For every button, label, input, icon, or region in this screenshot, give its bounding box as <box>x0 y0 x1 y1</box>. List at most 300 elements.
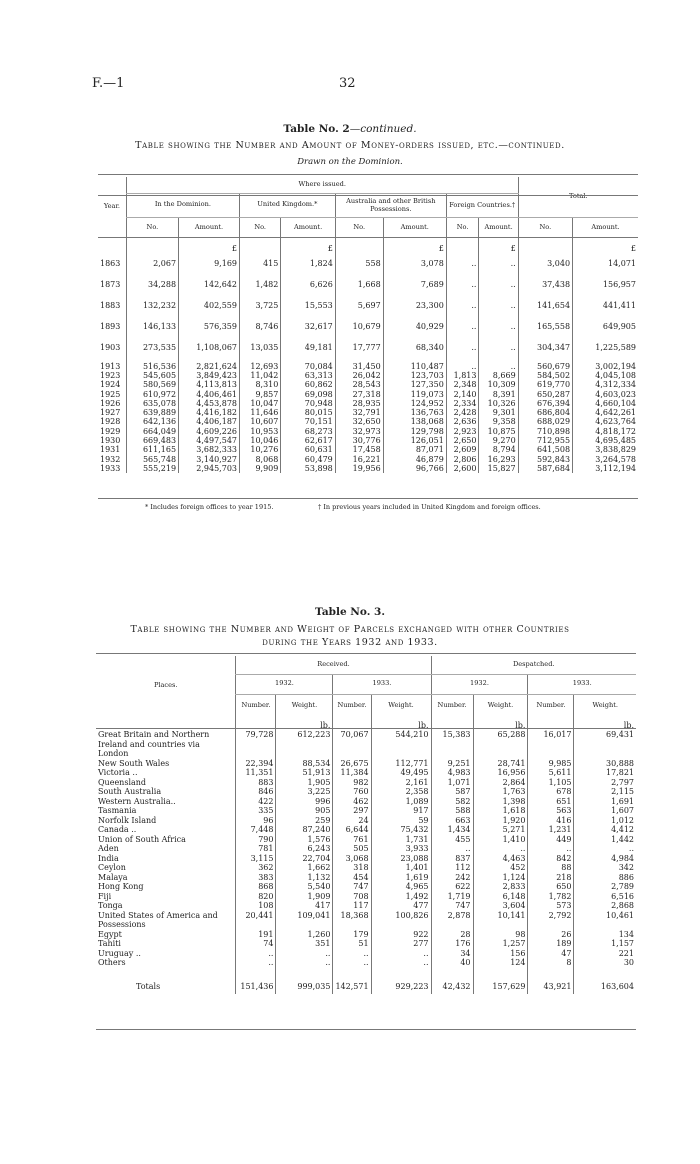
value-cell: 1,576 <box>276 835 333 845</box>
value-cell: 80,015 <box>281 408 335 417</box>
value-cell: 2,428 <box>446 408 479 417</box>
value-cell: 415 <box>240 253 281 274</box>
place-cell: Uruguay .. <box>98 948 141 958</box>
value-cell: 883 <box>236 778 276 788</box>
value-cell: 23,088 <box>371 854 431 864</box>
value-cell: 587,684 <box>518 464 572 473</box>
value-cell: 1,905 <box>276 778 333 788</box>
value-cell: 4,406,187 <box>179 417 240 426</box>
value-cell: 5,540 <box>276 882 333 892</box>
value-cell: 842 <box>528 854 574 864</box>
table-row <box>98 358 638 371</box>
value-cell: 886 <box>574 873 636 883</box>
value-cell: 10,607 <box>240 417 281 426</box>
value-cell: 4,453,878 <box>179 399 240 408</box>
year-cell: 1863 <box>100 258 121 268</box>
sub-header: Weight. <box>371 694 431 716</box>
value-cell: 37,438 <box>518 274 572 295</box>
value-cell: 619,770 <box>518 380 572 389</box>
table-row <box>96 825 636 835</box>
value-cell: 3,604 <box>473 901 528 911</box>
table2 <box>98 177 638 473</box>
value-cell: .. <box>574 844 636 854</box>
value-cell: 126,051 <box>383 436 446 445</box>
currency-cell <box>240 237 281 253</box>
value-cell: 2,792 <box>528 911 574 921</box>
value-cell: 30,776 <box>335 436 383 445</box>
value-cell: .. <box>446 337 479 358</box>
value-cell: 11,646 <box>240 408 281 417</box>
value-cell: 1,909 <box>276 892 333 902</box>
value-cell: 4,045,108 <box>573 371 638 380</box>
value-cell: 4,416,182 <box>179 408 240 417</box>
value-cell: 761 <box>333 835 371 845</box>
currency-cell <box>518 237 572 253</box>
place-cell: Egypt <box>98 929 122 939</box>
table-row <box>96 873 636 883</box>
value-cell: 112,771 <box>371 759 431 769</box>
sub-header: Weight. <box>574 694 636 716</box>
value-cell: 123,703 <box>383 371 446 380</box>
value-cell: 3,682,333 <box>179 445 240 454</box>
value-cell: 635,078 <box>126 399 178 408</box>
value-cell: .. <box>276 949 333 959</box>
value-cell: 68,273 <box>281 427 335 436</box>
table-row <box>96 806 636 816</box>
value-cell: 179 <box>333 930 371 940</box>
value-cell: 20,441 <box>236 911 276 921</box>
value-cell: 30,888 <box>574 759 636 769</box>
table2-subtitle: Table showing the Number and Amount of Money-orders issued, etc.—continued. <box>135 140 565 151</box>
value-cell: 1,492 <box>371 892 431 902</box>
value-cell: 53,898 <box>281 464 335 473</box>
total-cell: 43,921 <box>528 980 574 994</box>
value-cell: 1,231 <box>528 825 574 835</box>
value-cell: 10,679 <box>335 316 383 337</box>
value-cell: 820 <box>236 892 276 902</box>
value-cell: .. <box>479 337 518 358</box>
year-cell: 1903 <box>100 342 121 352</box>
value-cell: 109,041 <box>276 911 333 921</box>
table3-subtitle-2: during the Years 1932 and 1933. <box>262 637 438 648</box>
value-cell: 588 <box>431 806 473 816</box>
page-number: 32 <box>339 76 356 91</box>
table-row <box>96 854 636 864</box>
table-row <box>96 844 636 854</box>
currency-cell: £ <box>179 237 240 253</box>
table-row <box>98 417 638 426</box>
value-cell: 68,340 <box>383 337 446 358</box>
value-cell: 60,631 <box>281 445 335 454</box>
unit-cell: lb. <box>276 716 333 730</box>
value-cell: 304,347 <box>518 337 572 358</box>
place-cell: United States of America and <box>98 910 218 920</box>
value-cell: 676,394 <box>518 399 572 408</box>
value-cell: 191 <box>236 930 276 940</box>
year-1933-received: 1933. <box>333 674 431 694</box>
value-cell: 402,559 <box>179 295 240 316</box>
value-cell <box>236 920 276 930</box>
value-cell: .. <box>446 295 479 316</box>
value-cell: 4,983 <box>431 768 473 778</box>
value-cell: 63,313 <box>281 371 335 380</box>
value-cell: 3,112,194 <box>573 464 638 473</box>
sub-header: Weight. <box>473 694 528 716</box>
value-cell: 11,351 <box>236 768 276 778</box>
value-cell: 996 <box>276 797 333 807</box>
table-row <box>98 427 638 436</box>
sub-header: No. <box>518 217 572 237</box>
place-cell: South Australia <box>98 787 162 797</box>
value-cell: 124,952 <box>383 399 446 408</box>
value-cell: 612,223 <box>276 730 333 740</box>
value-cell: 129,798 <box>383 427 446 436</box>
value-cell: 2,161 <box>371 778 431 788</box>
spacer-row <box>96 968 636 980</box>
value-cell: 462 <box>333 797 371 807</box>
value-cell: 12,693 <box>240 358 281 371</box>
table-row <box>96 882 636 892</box>
value-cell: 639,889 <box>126 408 178 417</box>
value-cell: 62,617 <box>281 436 335 445</box>
value-cell: 10,461 <box>574 911 636 921</box>
value-cell: 49,181 <box>281 337 335 358</box>
currency-cell <box>335 237 383 253</box>
place-cell: Ireland and countries via <box>98 739 200 749</box>
value-cell: 1,607 <box>574 806 636 816</box>
col-group-uk: United Kingdom.* <box>240 193 336 217</box>
value-cell: .. <box>479 274 518 295</box>
value-cell: 165,558 <box>518 316 572 337</box>
value-cell: 9,169 <box>179 253 240 274</box>
sub-header: Amount. <box>281 217 335 237</box>
value-cell: 1,260 <box>276 930 333 940</box>
value-cell: 134 <box>574 930 636 940</box>
value-cell: 60,479 <box>281 455 335 464</box>
value-cell: 611,165 <box>126 445 178 454</box>
place-cell: India <box>98 853 119 863</box>
despatched-header: Despatched. <box>431 656 636 674</box>
value-cell: 563 <box>528 806 574 816</box>
value-cell: 47 <box>528 949 574 959</box>
sub-header: Amount. <box>383 217 446 237</box>
value-cell: 6,243 <box>276 844 333 854</box>
value-cell: 1,124 <box>473 873 528 883</box>
value-cell: 1,089 <box>371 797 431 807</box>
value-cell: .. <box>446 253 479 274</box>
value-cell: 3,838,829 <box>573 445 638 454</box>
value-cell: 8,746 <box>240 316 281 337</box>
value-cell: 112 <box>431 863 473 873</box>
table2-footnote-2: † In previous years included in United Kingdom and foreign offices. <box>318 503 541 511</box>
value-cell: .. <box>333 949 371 959</box>
value-cell: 416 <box>528 816 574 826</box>
value-cell <box>431 920 473 930</box>
table-row <box>98 253 638 274</box>
year-cell: 1893 <box>100 321 121 331</box>
table-row <box>96 920 636 930</box>
place-cell: Norfolk Island <box>98 815 157 825</box>
value-cell: 2,864 <box>473 778 528 788</box>
year-1932-despatched: 1932. <box>431 674 528 694</box>
value-cell: 4,984 <box>574 854 636 864</box>
year-cell: 1923 <box>100 371 121 380</box>
value-cell: 7,689 <box>383 274 446 295</box>
value-cell: 15,383 <box>431 730 473 740</box>
value-cell: 1,442 <box>574 835 636 845</box>
value-cell: 622 <box>431 882 473 892</box>
value-cell: .. <box>479 316 518 337</box>
value-cell: 3,140,927 <box>179 455 240 464</box>
value-cell: 335 <box>236 806 276 816</box>
year-cell: 1883 <box>100 300 121 310</box>
value-cell: 1,257 <box>473 939 528 949</box>
value-cell: 24 <box>333 816 371 826</box>
value-cell: 558 <box>335 253 383 274</box>
table-row <box>98 455 638 464</box>
value-cell: 846 <box>236 787 276 797</box>
value-cell: 100,826 <box>371 911 431 921</box>
value-cell: 70,948 <box>281 399 335 408</box>
value-cell: 10,141 <box>473 911 528 921</box>
unit-cell: lb. <box>473 716 528 730</box>
value-cell: 3,849,423 <box>179 371 240 380</box>
year-header: Year. <box>103 202 120 211</box>
value-cell: 9,251 <box>431 759 473 769</box>
sub-header: Weight. <box>276 694 333 716</box>
value-cell: 1,824 <box>281 253 335 274</box>
value-cell: 9,909 <box>240 464 281 473</box>
value-cell: 1,662 <box>276 863 333 873</box>
table2-drawn-on: Drawn on the Dominion. <box>297 157 403 167</box>
value-cell: 277 <box>371 939 431 949</box>
value-cell: 2,806 <box>446 455 479 464</box>
received-header: Received. <box>236 656 431 674</box>
value-cell: 142,642 <box>179 274 240 295</box>
value-cell: 9,270 <box>479 436 518 445</box>
value-cell: 417 <box>276 901 333 911</box>
value-cell <box>473 920 528 930</box>
year-1933-despatched: 1933. <box>528 674 636 694</box>
place-cell: Tahiti <box>98 939 121 949</box>
value-cell: 2,821,624 <box>179 358 240 371</box>
value-cell <box>574 740 636 750</box>
value-cell: 452 <box>473 863 528 873</box>
table-row <box>96 730 636 740</box>
year-cell: 1931 <box>100 445 121 455</box>
value-cell <box>574 749 636 759</box>
table-row <box>98 390 638 399</box>
year-cell: 1932 <box>100 454 121 464</box>
value-cell: 8,068 <box>240 455 281 464</box>
value-cell: 15,827 <box>479 464 518 473</box>
value-cell: 87,240 <box>276 825 333 835</box>
value-cell: 4,818,172 <box>573 427 638 436</box>
value-cell: 4,312,334 <box>573 380 638 389</box>
value-cell: 124 <box>473 958 528 968</box>
value-cell <box>473 749 528 759</box>
value-cell: 1,719 <box>431 892 473 902</box>
value-cell: 69,098 <box>281 390 335 399</box>
value-cell: 3,264,578 <box>573 455 638 464</box>
value-cell: 34,288 <box>126 274 178 295</box>
value-cell: 96,766 <box>383 464 446 473</box>
value-cell: 96 <box>236 816 276 826</box>
value-cell: 868 <box>236 882 276 892</box>
value-cell: 16,956 <box>473 768 528 778</box>
table-row <box>98 274 638 295</box>
value-cell: 342 <box>574 863 636 873</box>
value-cell: 74 <box>236 939 276 949</box>
table-row <box>96 740 636 750</box>
value-cell: 70,084 <box>281 358 335 371</box>
place-cell: London <box>98 749 129 759</box>
value-cell: 454 <box>333 873 371 883</box>
table-row <box>96 949 636 959</box>
value-cell: 176 <box>431 939 473 949</box>
value-cell: 505 <box>333 844 371 854</box>
value-cell: 3,002,194 <box>573 358 638 371</box>
value-cell: .. <box>333 958 371 968</box>
value-cell: 3,115 <box>236 854 276 864</box>
currency-cell <box>446 237 479 253</box>
value-cell: 10,046 <box>240 436 281 445</box>
value-cell: 65,288 <box>473 730 528 740</box>
value-cell: 422 <box>236 797 276 807</box>
year-cell: 1929 <box>100 426 121 436</box>
value-cell: 11,384 <box>333 768 371 778</box>
value-cell: 688,029 <box>518 417 572 426</box>
value-cell: 79,728 <box>236 730 276 740</box>
value-cell: 383 <box>236 873 276 883</box>
value-cell: 9,985 <box>528 759 574 769</box>
value-cell <box>371 920 431 930</box>
value-cell: 669,483 <box>126 436 178 445</box>
value-cell: 2,636 <box>446 417 479 426</box>
value-cell: 10,309 <box>479 380 518 389</box>
value-cell: 790 <box>236 835 276 845</box>
value-cell: 18,368 <box>333 911 371 921</box>
value-cell: 781 <box>236 844 276 854</box>
value-cell: 17,777 <box>335 337 383 358</box>
value-cell <box>276 740 333 750</box>
value-cell: 2,797 <box>574 778 636 788</box>
value-cell: 516,536 <box>126 358 178 371</box>
value-cell: .. <box>479 358 518 371</box>
value-cell: 1,157 <box>574 939 636 949</box>
value-cell: 664,049 <box>126 427 178 436</box>
value-cell <box>333 749 371 759</box>
value-cell: 2,115 <box>574 787 636 797</box>
value-cell: .. <box>276 958 333 968</box>
value-cell: 2,348 <box>446 380 479 389</box>
value-cell: 6,626 <box>281 274 335 295</box>
currency-cell: £ <box>479 237 518 253</box>
year-cell: 1924 <box>100 380 121 390</box>
value-cell: 4,642,261 <box>573 408 638 417</box>
total-cell: 151,436 <box>236 980 276 994</box>
table-row <box>96 958 636 968</box>
place-cell: Hong Kong <box>98 882 144 892</box>
value-cell: 16,017 <box>528 730 574 740</box>
value-cell: 46,879 <box>383 455 446 464</box>
table-row <box>98 408 638 417</box>
value-cell: 922 <box>371 930 431 940</box>
value-cell: 982 <box>333 778 371 788</box>
table-row <box>98 295 638 316</box>
year-cell: 1927 <box>100 408 121 418</box>
value-cell: 98 <box>473 930 528 940</box>
value-cell: 3,078 <box>383 253 446 274</box>
value-cell: 297 <box>333 806 371 816</box>
value-cell: 1,813 <box>446 371 479 380</box>
value-cell: .. <box>371 949 431 959</box>
currency-cell: £ <box>281 237 335 253</box>
value-cell: 119,073 <box>383 390 446 399</box>
table-row <box>98 316 638 337</box>
value-cell: 51 <box>333 939 371 949</box>
col-group-dominion: In the Dominion. <box>126 193 239 217</box>
value-cell: 6,148 <box>473 892 528 902</box>
sub-header: Number. <box>431 694 473 716</box>
table-row <box>96 930 636 940</box>
value-cell: 747 <box>333 882 371 892</box>
value-cell: 4,660,104 <box>573 399 638 408</box>
table-row <box>98 436 638 445</box>
value-cell: 5,697 <box>335 295 383 316</box>
value-cell: 136,763 <box>383 408 446 417</box>
table-row <box>96 835 636 845</box>
value-cell: 110,487 <box>383 358 446 371</box>
value-cell: 650 <box>528 882 574 892</box>
table-row <box>98 464 638 473</box>
total-cell: 163,604 <box>574 980 636 994</box>
value-cell: 70,067 <box>333 730 371 740</box>
value-cell: 1,434 <box>431 825 473 835</box>
value-cell: 146,133 <box>126 316 178 337</box>
value-cell: 7,448 <box>236 825 276 835</box>
value-cell: 747 <box>431 901 473 911</box>
table-row <box>96 901 636 911</box>
value-cell: 26,675 <box>333 759 371 769</box>
year-cell: 1873 <box>100 279 121 289</box>
totals-row <box>96 980 636 994</box>
value-cell: 51,913 <box>276 768 333 778</box>
value-cell: 1,401 <box>371 863 431 873</box>
value-cell: 2,600 <box>446 464 479 473</box>
value-cell: 651 <box>528 797 574 807</box>
value-cell: 6,644 <box>333 825 371 835</box>
year-cell: 1928 <box>100 417 121 427</box>
table-row <box>96 759 636 769</box>
value-cell: 28,935 <box>335 399 383 408</box>
year-cell: 1933 <box>100 463 121 473</box>
value-cell: 69,431 <box>574 730 636 740</box>
value-cell: 362 <box>236 863 276 873</box>
table-row <box>96 749 636 759</box>
table3-title: Table No. 3. <box>315 606 385 618</box>
value-cell: 141,654 <box>518 295 572 316</box>
value-cell: 23,300 <box>383 295 446 316</box>
currency-cell <box>98 237 126 253</box>
value-cell: 14,071 <box>573 253 638 274</box>
value-cell: 582 <box>431 797 473 807</box>
value-cell: 649,905 <box>573 316 638 337</box>
value-cell: 22,394 <box>236 759 276 769</box>
value-cell: 4,695,485 <box>573 436 638 445</box>
value-cell: 3,040 <box>518 253 572 274</box>
value-cell: 10,047 <box>240 399 281 408</box>
